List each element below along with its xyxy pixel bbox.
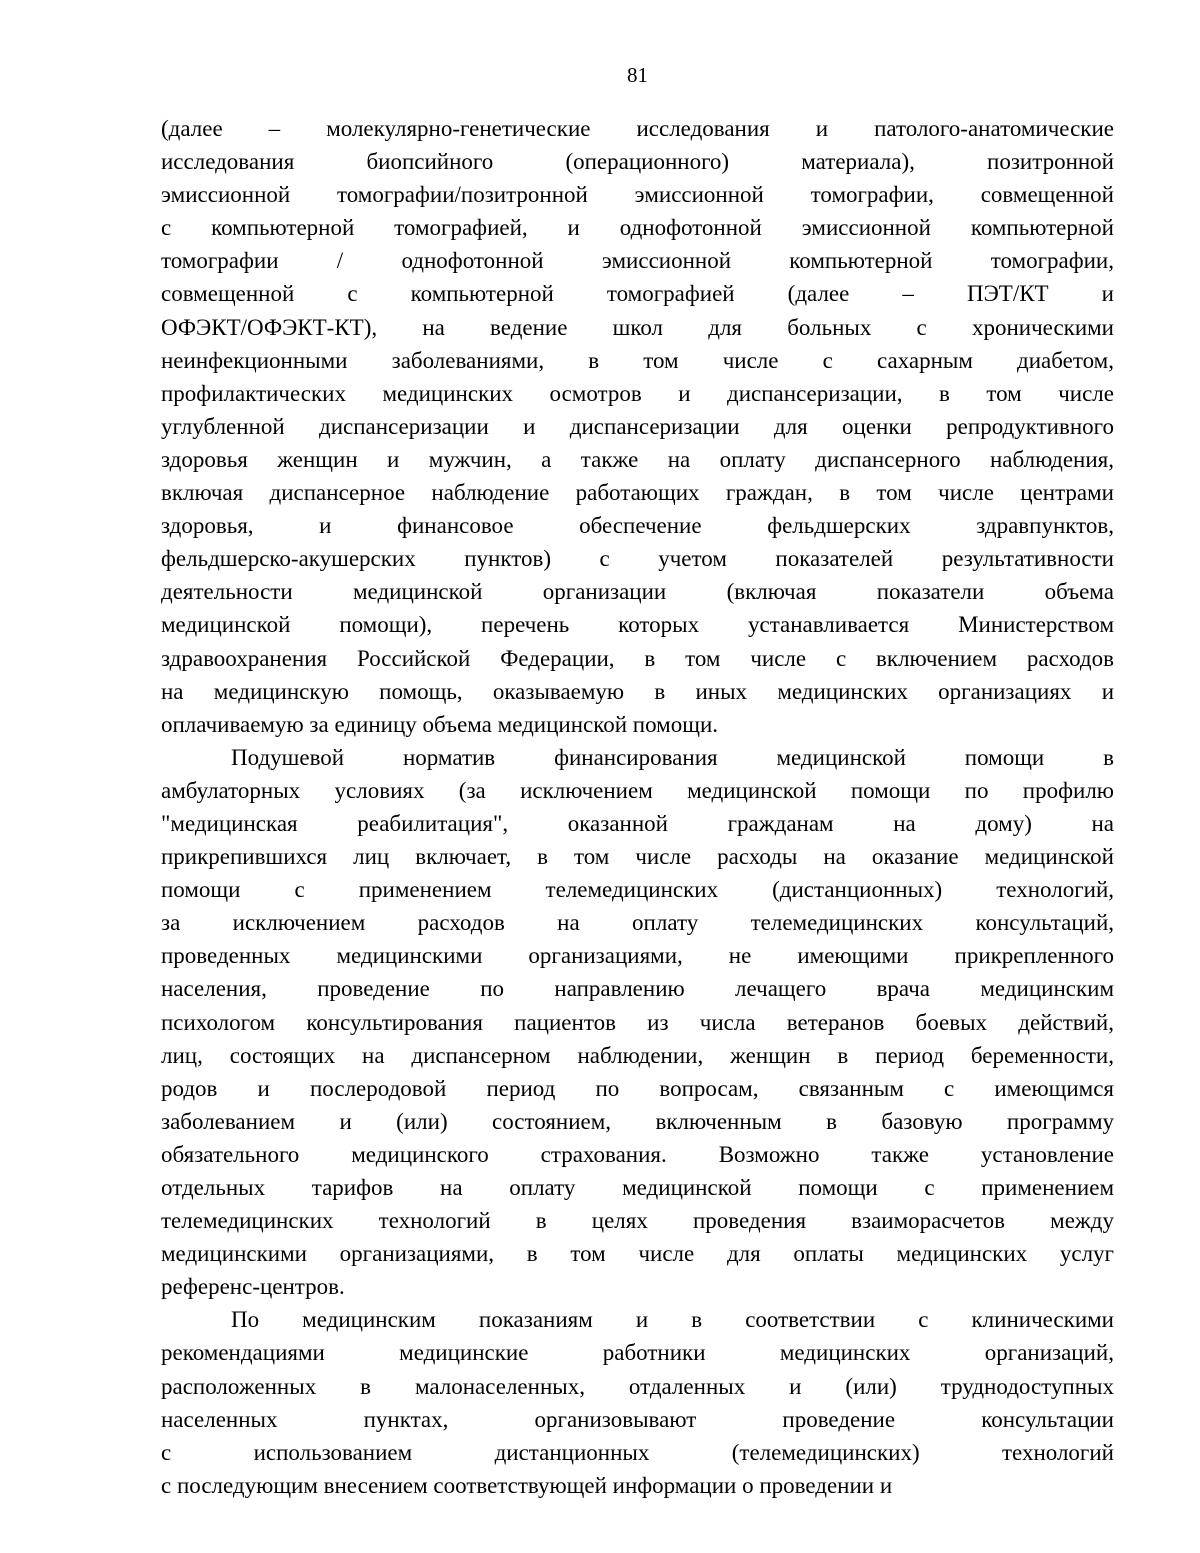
text-line: деятельности медицинской организации (включая показатели объема — [161, 579, 1114, 605]
paragraph — [161, 112, 1114, 741]
text-line: медицинской помощи), перечень которых устанавливается Министерством — [161, 612, 1114, 638]
text-line: с использованием дистанционных (телемедицинских) технологий — [161, 1439, 1114, 1465]
text-line: здоровья, и финансовое обеспечение фельдшерских здравпунктов, — [161, 513, 1114, 539]
text-line: (далее – молекулярно-генетические исследования и патолого-анатомические — [161, 116, 1114, 141]
text-line: заболеванием и (или) состоянием, включенным в базовую программу — [161, 1108, 1114, 1134]
page-number: 81 — [627, 63, 648, 87]
text-line: совмещенной с компьютерной томографией (далее – ПЭТ/КТ и — [161, 281, 1114, 307]
text-line: углубленной диспансеризации и диспансеризации для оценки репродуктивного — [161, 413, 1114, 439]
text-line: проведенных медицинскими организациями, не имеющими прикрепленного — [161, 943, 1114, 969]
text-line: неинфекционными заболеваниями, в том числе с сахарным диабетом, — [161, 347, 1114, 373]
text-line: прикрепившихся лиц включает, в том числе расходы на оказание медицинской — [161, 844, 1114, 870]
text-line: ОФЭКТ/ОФЭКТ-КТ), на ведение школ для больных с хроническими — [161, 314, 1114, 340]
text-line: психологом консультирования пациентов из числа ветеранов боевых действий, — [161, 1009, 1114, 1035]
text-line: с компьютерной томографией, и однофотонной эмиссионной компьютерной — [161, 215, 1114, 241]
text-line: отдельных тарифов на оплату медицинской помощи с применением — [161, 1175, 1114, 1200]
text-line: эмиссионной томографии/позитронной эмиссионной томографии, совмещенной — [161, 182, 1114, 208]
text-line: исследования биопсийного (операционного) материала), позитронной — [161, 149, 1114, 175]
text-line: родов и послеродовой период по вопросам, связанным с имеющимся — [161, 1075, 1114, 1101]
text-line: амбулаторных условиях (за исключением медицинской помощи по профилю — [161, 777, 1114, 803]
text-line: обязательного медицинского страхования. Возможно также установление — [161, 1141, 1114, 1167]
paragraph — [161, 1303, 1114, 1502]
text-line: рекомендациями медицинские работники медицинских организаций, — [161, 1340, 1114, 1366]
text-line: лиц, состоящих на диспансерном наблюдении, женщин в период беременности, — [161, 1042, 1114, 1068]
document-body — [161, 112, 1114, 1502]
text-line: референс-центров. — [161, 1274, 345, 1300]
text-line: на медицинскую помощь, оказываемую в иных медицинских организациях и — [161, 678, 1114, 704]
paragraph — [161, 741, 1114, 1304]
text-line: По медицинским показаниям и в соответствии с клиническими — [231, 1307, 1114, 1333]
text-line: медицинскими организациями, в том числе для оплаты медицинских услуг — [161, 1241, 1114, 1267]
text-line: здоровья женщин и мужчин, а также на оплату диспансерного наблюдения, — [161, 446, 1114, 472]
text-line: Подушевой норматив финансирования медицинской помощи в — [231, 744, 1114, 770]
text-line: помощи с применением телемедицинских (дистанционных) технологий, — [161, 877, 1114, 903]
text-line: за исключением расходов на оплату телемедицинских консультаций, — [161, 910, 1114, 936]
text-line: расположенных в малонаселенных, отдаленных и (или) труднодоступных — [161, 1373, 1114, 1399]
text-line: телемедицинских технологий в целях проведения взаиморасчетов между — [161, 1208, 1114, 1234]
text-line: томографии / однофотонной эмиссионной компьютерной томографии, — [161, 248, 1114, 274]
text-line: населения, проведение по направлению лечащего врача медицинским — [161, 976, 1114, 1002]
text-line: "медицинская реабилитация", оказанной гражданам на дому) на — [161, 810, 1114, 836]
text-line: населенных пунктах, организовывают проведение консультации — [161, 1406, 1114, 1432]
text-line: с последующим внесением соответствующей информации о проведении и — [161, 1472, 893, 1498]
text-line: профилактических медицинских осмотров и диспансеризации, в том числе — [161, 380, 1114, 406]
text-line: фельдшерско-акушерских пунктов) с учетом показателей результативности — [161, 546, 1114, 572]
text-line: оплачиваемую за единицу объема медицинской помощи. — [161, 711, 718, 737]
text-line: включая диспансерное наблюдение работающих граждан, в том числе центрами — [161, 480, 1114, 506]
text-line: здравоохранения Российской Федерации, в том числе с включением расходов — [161, 645, 1114, 671]
